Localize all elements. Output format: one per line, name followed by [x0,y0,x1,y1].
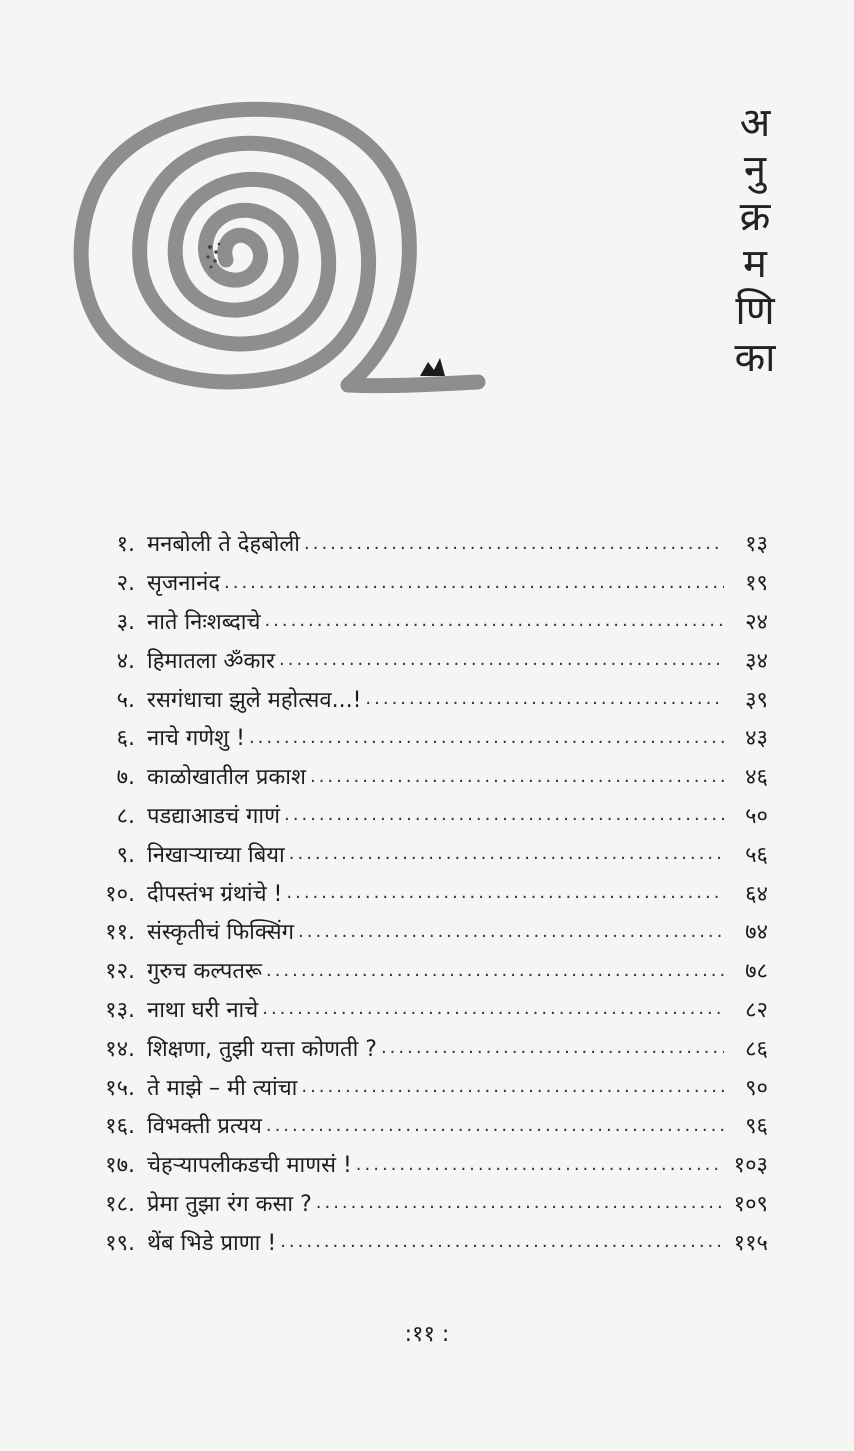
entry-number: ४. [116,648,135,674]
dot-leader [224,572,724,593]
entry-number: १. [116,532,135,558]
entry-page: १०३ [733,1153,768,1179]
entry-page: ११५ [733,1230,768,1256]
spiral-illustration [48,100,488,420]
entry-title: दीपस्तंभ ग्रंथांचे ! [147,881,283,907]
entry-title: ते माझे – मी त्यांचा [147,1075,298,1101]
entry-number: ८. [116,803,135,829]
toc-entry [60,990,768,1029]
heading-letter: क्र [739,194,771,240]
dot-leader [286,882,724,903]
dot-leader [310,766,724,787]
table-of-contents [60,524,768,1261]
heading-letter: नु [743,147,767,193]
entry-number: १३. [105,997,135,1023]
entry-title: शिक्षणा, तुझी यत्ता कोणती ? [147,1036,377,1062]
entry-page: ४६ [745,765,768,791]
entry-page: ६४ [745,881,768,907]
entry-page: ३४ [745,648,768,674]
entry-title: गुरुच कल्पतरू [147,959,262,985]
dot-leader [381,1037,724,1058]
entry-page: ८२ [745,997,768,1023]
entry-number: १९. [105,1230,135,1256]
dot-leader [365,688,724,709]
entry-page: १९ [745,571,768,597]
dot-leader [289,843,724,864]
entry-number: १७. [105,1153,135,1179]
toc-entry [60,718,768,757]
dot-leader [284,804,724,825]
entry-page: ९६ [745,1114,768,1140]
toc-entry [60,757,768,796]
dot-leader [266,960,724,981]
entry-title: मनबोली ते देहबोली [147,532,301,558]
entry-title: नाथा घरी नाचे [147,997,259,1023]
entry-title: नाते निःशब्दाचे [147,609,261,635]
entry-number: १४. [105,1036,135,1062]
entry-number: ३. [116,609,135,635]
toc-entry [60,796,768,835]
dot-leader [280,1231,724,1252]
dot-leader [304,533,724,554]
entry-page: ५६ [745,842,768,868]
toc-entry [60,912,768,951]
toc-entry [60,1222,768,1261]
heading-letter: का [734,335,776,381]
entry-number: ७. [116,765,135,791]
entry-number: ९. [116,842,135,868]
entry-number: १२. [105,959,135,985]
entry-page: ८६ [745,1036,768,1062]
dot-leader [249,727,724,748]
toc-entry [60,640,768,679]
entry-page: ७८ [745,959,768,985]
toc-entry [60,834,768,873]
heading-letter: अ [739,100,771,146]
toc-entry [60,524,768,563]
entry-title: पडद्याआडचं गाणं [147,803,281,829]
entry-number: १५. [105,1075,135,1101]
entry-title: नाचे गणेशु ! [147,726,245,752]
toc-entry [60,563,768,602]
page-number-footer: :११ : [404,1322,450,1347]
toc-entry [60,1106,768,1145]
entry-page: १३ [745,532,768,558]
entry-page: ७४ [745,920,768,946]
dot-leader [301,1076,724,1097]
entry-number: २. [116,571,135,597]
entry-title: सृजनानंद [147,571,220,597]
dot-leader [262,998,724,1019]
entry-page: ५० [745,803,768,829]
entry-number: ६. [116,726,135,752]
entry-page: ९० [745,1075,768,1101]
entry-title: हिमातला ॐकार [147,648,276,674]
toc-entry [60,1145,768,1184]
dot-leader [316,1192,724,1213]
entry-title: निखाऱ्याच्या बिया [147,842,285,868]
toc-entry [60,951,768,990]
entry-title: थेंब भिडे प्राणा ! [147,1230,277,1256]
entry-number: १०. [105,881,135,907]
toc-entry [60,873,768,912]
entry-number: १६. [105,1114,135,1140]
entry-number: ११. [105,920,135,946]
dot-leader [264,610,724,631]
entry-title: काळोखातील प्रकाश [147,765,306,791]
heading-letter: णि [735,288,775,334]
entry-title: प्रेमा तुझा रंग कसा ? [147,1191,312,1217]
entry-page: १०९ [733,1191,768,1217]
dot-leader [266,1115,724,1136]
toc-entry [60,1184,768,1223]
entry-number: ५. [116,687,135,713]
dot-leader [279,649,724,670]
entry-title: संस्कृतीचं फिक्सिंग [147,920,295,946]
toc-entry [60,602,768,641]
contents-vertical-heading [730,100,780,382]
entry-number: १८. [105,1191,135,1217]
boat-icon [420,358,445,376]
dot-leader [298,921,724,942]
entry-title: रसगंधाचा झुले महोत्सव...! [147,687,362,713]
entry-page: २४ [745,609,768,635]
entry-page: ३९ [745,687,768,713]
heading-letter: म [743,241,767,287]
entry-title: चेहऱ्यापलीकडची माणसं ! [147,1153,352,1179]
toc-entry [60,679,768,718]
dot-leader [356,1154,724,1175]
entry-page: ४३ [745,726,768,752]
entry-title: विभक्ती प्रत्यय [147,1114,262,1140]
toc-entry [60,1067,768,1106]
toc-entry [60,1028,768,1067]
